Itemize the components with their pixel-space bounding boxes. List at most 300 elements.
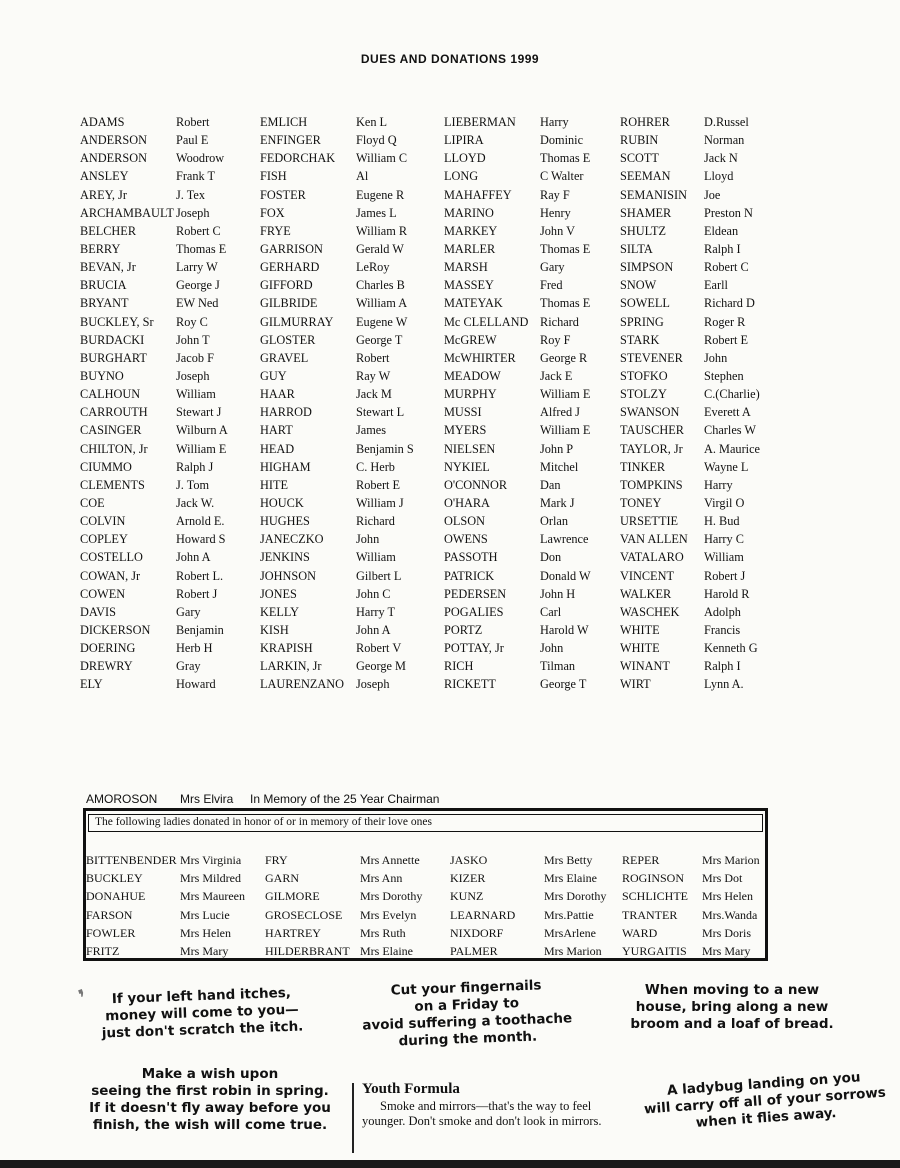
surname-cell: LLOYD bbox=[444, 151, 486, 166]
given-name-cell: Thomas E bbox=[540, 241, 591, 256]
surname-cell: OWENS bbox=[444, 532, 488, 547]
youth-formula-body: Smoke and mirrors—that's the way to feel younger. Don't smoke and don't look in mirrors. bbox=[362, 1099, 602, 1128]
given-name-cell: Ralph I bbox=[704, 241, 741, 256]
given-name-cell: Carl bbox=[540, 604, 562, 619]
surname-cell: NIXDORF bbox=[450, 925, 504, 940]
dues-row bbox=[80, 403, 770, 421]
given-name-cell: William bbox=[176, 387, 216, 402]
given-name-cell: George R bbox=[540, 350, 588, 365]
surname-cell: PATRICK bbox=[444, 568, 495, 583]
given-name-cell: Ken L bbox=[356, 115, 388, 129]
surname-cell: VAN ALLEN bbox=[620, 532, 688, 547]
surname-cell: GLOSTER bbox=[260, 332, 316, 347]
surname-cell: EMLICH bbox=[260, 115, 308, 129]
given-name-cell: John bbox=[540, 641, 564, 656]
surname-cell: BUYNO bbox=[80, 368, 124, 383]
surname-cell: McWHIRTER bbox=[444, 350, 516, 365]
given-name-cell: Mrs Virginia bbox=[180, 853, 242, 867]
surname-cell: RICH bbox=[444, 659, 474, 674]
given-name-cell: Harry C bbox=[704, 532, 744, 547]
surname-cell: MURPHY bbox=[444, 387, 497, 402]
given-name-cell: Ray F bbox=[540, 187, 570, 202]
surname-cell: BRYANT bbox=[80, 296, 129, 311]
dues-row bbox=[80, 512, 770, 530]
given-name-cell: Gary bbox=[540, 260, 565, 275]
given-name-cell: Thomas E bbox=[176, 241, 227, 256]
given-name-cell: Mrs Mary bbox=[702, 943, 751, 958]
surname-cell: DONAHUE bbox=[86, 889, 146, 904]
given-name-cell: Robert C bbox=[704, 260, 749, 275]
surname-cell: LARKIN, Jr bbox=[260, 659, 322, 674]
surname-cell: TAUSCHER bbox=[620, 423, 684, 438]
surname-cell: CHILTON, Jr bbox=[80, 441, 148, 456]
surname-cell: COWEN bbox=[80, 586, 126, 601]
given-name-cell: Robert C bbox=[176, 223, 221, 238]
surname-cell: McGREW bbox=[444, 332, 497, 347]
given-name-cell: William J bbox=[356, 495, 404, 510]
surname-cell: WARD bbox=[622, 925, 658, 940]
given-name-cell: Earll bbox=[704, 278, 728, 293]
given-name-cell: Harry bbox=[540, 115, 569, 129]
memory-line bbox=[86, 792, 439, 806]
surname-cell: ENFINGER bbox=[260, 133, 321, 148]
surname-cell: PASSOTH bbox=[444, 550, 498, 565]
surname-cell: SIMPSON bbox=[620, 260, 674, 275]
surname-cell: FEDORCHAK bbox=[260, 151, 336, 166]
surname-cell: POGALIES bbox=[444, 604, 504, 619]
dues-row bbox=[80, 149, 770, 167]
surname-cell: SPRING bbox=[620, 314, 664, 329]
given-name-cell: Preston N bbox=[704, 205, 753, 220]
divider-line bbox=[352, 1083, 354, 1153]
given-name-cell: William R bbox=[356, 223, 408, 238]
surname-cell: HEAD bbox=[260, 441, 295, 456]
given-name-cell: John H bbox=[540, 586, 576, 601]
surname-cell: TRANTER bbox=[622, 907, 678, 922]
given-name-cell: Mrs Helen bbox=[702, 889, 753, 904]
given-name-cell: Mrs Evelyn bbox=[360, 907, 417, 922]
surname-cell: URSETTIE bbox=[620, 514, 679, 529]
surname-cell: HARTREY bbox=[265, 925, 321, 940]
given-name-cell: Gary bbox=[176, 604, 201, 619]
given-name-cell: Donald W bbox=[540, 568, 591, 583]
given-name-cell: William A bbox=[356, 296, 408, 311]
surname-cell: STEVENER bbox=[620, 350, 683, 365]
dues-row bbox=[80, 458, 770, 476]
surname-cell: SOWELL bbox=[620, 296, 670, 311]
memory-name: Mrs Elvira bbox=[180, 792, 234, 806]
surname-cell: Mc CLELLAND bbox=[444, 314, 529, 329]
given-name-cell: J. Tom bbox=[176, 477, 210, 492]
dues-row bbox=[80, 276, 770, 294]
given-name-cell: Robert V bbox=[356, 641, 402, 656]
given-name-cell: Larry W bbox=[176, 260, 218, 275]
ladies-row bbox=[86, 851, 766, 869]
given-name-cell: D.Russel bbox=[704, 115, 749, 129]
given-name-cell: Roy F bbox=[540, 332, 571, 347]
given-name-cell: Francis bbox=[704, 622, 741, 637]
given-name-cell: Mrs Dot bbox=[702, 871, 743, 886]
surname-cell: BUCKLEY bbox=[86, 871, 143, 886]
surname-cell: KUNZ bbox=[450, 889, 484, 904]
given-name-cell: William E bbox=[540, 387, 591, 402]
surname-cell: MAHAFFEY bbox=[444, 187, 512, 202]
surname-cell: PALMER bbox=[450, 943, 498, 958]
given-name-cell: Kenneth G bbox=[704, 641, 758, 656]
surname-cell: KISH bbox=[260, 622, 289, 637]
surname-cell: GARRISON bbox=[260, 241, 323, 256]
given-name-cell: Fred bbox=[540, 278, 563, 293]
surname-cell: FOWLER bbox=[86, 925, 136, 940]
surname-cell: DAVIS bbox=[80, 604, 116, 619]
surname-cell: CALHOUN bbox=[80, 387, 141, 402]
given-name-cell: Adolph bbox=[704, 604, 741, 619]
surname-cell: LAURENZANO bbox=[260, 677, 345, 692]
given-name-cell: Jack M bbox=[356, 387, 392, 402]
dues-row bbox=[80, 167, 770, 185]
given-name-cell: James bbox=[356, 423, 387, 438]
surname-cell: GERHARD bbox=[260, 260, 320, 275]
given-name-cell: George T bbox=[540, 677, 587, 692]
surname-cell: AREY, Jr bbox=[80, 187, 127, 202]
given-name-cell: Robert E bbox=[704, 332, 749, 347]
surname-cell: HITE bbox=[260, 477, 288, 492]
given-name-cell: Mrs Marion bbox=[702, 853, 760, 867]
given-name-cell: Richard D bbox=[704, 296, 755, 311]
surname-cell: PEDERSEN bbox=[444, 586, 507, 601]
dues-row bbox=[80, 657, 770, 675]
given-name-cell: Thomas E bbox=[540, 296, 591, 311]
given-name-cell: George T bbox=[356, 332, 403, 347]
surname-cell: HUGHES bbox=[260, 514, 310, 529]
given-name-cell: Mrs Dorothy bbox=[544, 889, 607, 904]
surname-cell: JASKO bbox=[450, 853, 488, 867]
given-name-cell: Charles B bbox=[356, 278, 405, 293]
saying-fingernails: Cut your fingernails on a Friday to avoid suffering a toothache during the month. bbox=[362, 977, 573, 1050]
surname-cell: ADAMS bbox=[80, 115, 125, 129]
given-name-cell: MrsArlene bbox=[544, 925, 596, 940]
surname-cell: MARINO bbox=[444, 205, 494, 220]
surname-cell: WHITE bbox=[620, 622, 660, 637]
given-name-cell: Mrs Elaine bbox=[544, 871, 597, 886]
surname-cell: CLEMENTS bbox=[80, 477, 145, 492]
surname-cell: COSTELLO bbox=[80, 550, 143, 565]
given-name-cell: John bbox=[356, 532, 380, 547]
given-name-cell: Lloyd bbox=[704, 169, 734, 184]
surname-cell: BEVAN, Jr bbox=[80, 260, 136, 275]
surname-cell: GRAVEL bbox=[260, 350, 309, 365]
surname-cell: ANSLEY bbox=[80, 169, 129, 184]
given-name-cell: Eldean bbox=[704, 223, 739, 238]
dues-row bbox=[80, 367, 770, 385]
given-name-cell: John A bbox=[176, 550, 211, 565]
given-name-cell: C.(Charlie) bbox=[704, 387, 760, 402]
surname-cell: HIGHAM bbox=[260, 459, 311, 474]
given-name-cell: Orlan bbox=[540, 514, 568, 529]
surname-cell: NIELSEN bbox=[444, 441, 496, 456]
given-name-cell: Mrs Marion bbox=[544, 943, 602, 958]
memory-note: In Memory of the 25 Year Chairman bbox=[250, 792, 440, 806]
given-name-cell: Eugene R bbox=[356, 187, 405, 202]
surname-cell: COLVIN bbox=[80, 514, 126, 529]
surname-cell: COE bbox=[80, 495, 105, 510]
dues-row bbox=[80, 675, 770, 693]
surname-cell: WIRT bbox=[620, 677, 651, 692]
surname-cell: STARK bbox=[620, 332, 660, 347]
dues-row bbox=[80, 113, 770, 131]
surname-cell: YURGAITIS bbox=[622, 943, 687, 958]
youth-formula-title: Youth Formula bbox=[362, 1081, 460, 1097]
surname-cell: LEARNARD bbox=[450, 907, 516, 922]
surname-cell: BUCKLEY, Sr bbox=[80, 314, 154, 329]
surname-cell: BERRY bbox=[80, 241, 121, 256]
ladies-row bbox=[86, 924, 766, 942]
dues-row bbox=[80, 567, 770, 585]
surname-cell: LIPIRA bbox=[444, 133, 484, 148]
given-name-cell: Mrs Mary bbox=[180, 943, 229, 958]
surname-cell: DREWRY bbox=[80, 659, 133, 674]
surname-cell: RICKETT bbox=[444, 677, 496, 692]
given-name-cell: Joseph bbox=[176, 205, 210, 220]
given-name-cell: John bbox=[704, 350, 728, 365]
given-name-cell: William C bbox=[356, 151, 408, 166]
surname-cell: JANECZKO bbox=[260, 532, 324, 547]
given-name-cell: Mrs Mildred bbox=[180, 871, 241, 886]
given-name-cell: LeRoy bbox=[356, 260, 390, 275]
given-name-cell: Benjamin S bbox=[356, 441, 414, 456]
surname-cell: PORTZ bbox=[444, 622, 483, 637]
surname-cell: BURGHART bbox=[80, 350, 147, 365]
surname-cell: DICKERSON bbox=[80, 622, 151, 637]
given-name-cell: Woodrow bbox=[176, 151, 225, 166]
dues-row bbox=[80, 603, 770, 621]
given-name-cell: Mrs Ruth bbox=[360, 925, 406, 940]
surname-cell: FRYE bbox=[260, 223, 291, 238]
given-name-cell: Alfred J bbox=[540, 405, 580, 420]
given-name-cell: Benjamin bbox=[176, 622, 224, 637]
surname-cell: SEEMAN bbox=[620, 169, 671, 184]
given-name-cell: George J bbox=[176, 278, 220, 293]
surname-cell: FRY bbox=[265, 853, 288, 867]
given-name-cell: Frank T bbox=[176, 169, 216, 184]
given-name-cell: Al bbox=[356, 169, 369, 184]
surname-cell: O'HARA bbox=[444, 495, 490, 510]
surname-cell: KELLY bbox=[260, 604, 300, 619]
surname-cell: COPLEY bbox=[80, 532, 128, 547]
given-name-cell: Jack E bbox=[540, 368, 573, 383]
surname-cell: DOERING bbox=[80, 641, 136, 656]
surname-cell: FISH bbox=[260, 169, 287, 184]
given-name-cell: EW Ned bbox=[176, 296, 219, 311]
given-name-cell: Mrs Elaine bbox=[360, 943, 413, 958]
ladies-row bbox=[86, 942, 766, 960]
surname-cell: GROSECLOSE bbox=[265, 907, 343, 922]
surname-cell: BELCHER bbox=[80, 223, 137, 238]
given-name-cell: Ralph J bbox=[176, 459, 214, 474]
dues-row bbox=[80, 313, 770, 331]
given-name-cell: Gilbert L bbox=[356, 568, 402, 583]
given-name-cell: Everett A bbox=[704, 405, 751, 420]
given-name-cell: William E bbox=[540, 423, 591, 438]
surname-cell: VINCENT bbox=[620, 568, 674, 583]
surname-cell: SEMANISIN bbox=[620, 187, 687, 202]
ladies-row bbox=[86, 887, 766, 905]
given-name-cell: C Walter bbox=[540, 169, 584, 184]
dues-row bbox=[80, 331, 770, 349]
surname-cell: JOHNSON bbox=[260, 568, 317, 583]
surname-cell: GUY bbox=[260, 368, 287, 383]
given-name-cell: Dominic bbox=[540, 133, 584, 148]
surname-cell: REPER bbox=[622, 853, 660, 867]
surname-cell: CASINGER bbox=[80, 423, 142, 438]
given-name-cell: Howard S bbox=[176, 532, 226, 547]
surname-cell: KRAPISH bbox=[260, 641, 313, 656]
surname-cell: HART bbox=[260, 423, 293, 438]
given-name-cell: Mrs Helen bbox=[180, 925, 231, 940]
given-name-cell: Joseph bbox=[176, 368, 210, 383]
surname-cell: SHAMER bbox=[620, 205, 672, 220]
surname-cell: TONEY bbox=[620, 495, 662, 510]
given-name-cell: Mrs Lucie bbox=[180, 907, 230, 922]
given-name-cell: Robert J bbox=[704, 568, 746, 583]
surname-cell: LIEBERMAN bbox=[444, 115, 516, 129]
given-name-cell: John A bbox=[356, 622, 391, 637]
given-name-cell: Jack N bbox=[704, 151, 738, 166]
surname-cell: COWAN, Jr bbox=[80, 568, 141, 583]
dues-row bbox=[80, 639, 770, 657]
decorative-mark-icon: ❜ bbox=[75, 985, 92, 1012]
youth-formula bbox=[362, 1080, 607, 1128]
given-name-cell: Harold R bbox=[704, 586, 750, 601]
given-name-cell: Mrs Betty bbox=[544, 853, 593, 867]
dues-row bbox=[80, 621, 770, 639]
surname-cell: MEADOW bbox=[444, 368, 501, 383]
surname-cell: SWANSON bbox=[620, 405, 680, 420]
given-name-cell: William bbox=[704, 550, 744, 565]
given-name-cell: John C bbox=[356, 586, 391, 601]
surname-cell: MUSSI bbox=[444, 405, 482, 420]
dues-donations-list bbox=[80, 113, 770, 694]
surname-cell: JONES bbox=[260, 586, 297, 601]
given-name-cell: Robert bbox=[176, 115, 210, 129]
given-name-cell: Virgil O bbox=[704, 495, 745, 510]
surname-cell: ROHRER bbox=[620, 115, 670, 129]
surname-cell: MYERS bbox=[444, 423, 487, 438]
given-name-cell: Norman bbox=[704, 133, 745, 148]
surname-cell: HOUCK bbox=[260, 495, 304, 510]
given-name-cell: Harry bbox=[704, 477, 733, 492]
surname-cell: GARN bbox=[265, 871, 300, 886]
surname-cell: ELY bbox=[80, 677, 103, 692]
surname-cell: WASCHEK bbox=[620, 604, 680, 619]
surname-cell: POTTAY, Jr bbox=[444, 641, 504, 656]
given-name-cell: John T bbox=[176, 332, 210, 347]
dues-row bbox=[80, 548, 770, 566]
given-name-cell: Gerald W bbox=[356, 241, 404, 256]
page-title: DUES AND DONATIONS 1999 bbox=[360, 52, 540, 66]
surname-cell: HARROD bbox=[260, 405, 312, 420]
given-name-cell: William E bbox=[176, 441, 227, 456]
dues-row bbox=[80, 530, 770, 548]
surname-cell: O'CONNOR bbox=[444, 477, 508, 492]
ladies-row bbox=[86, 906, 766, 924]
dues-row bbox=[80, 476, 770, 494]
surname-cell: MARKEY bbox=[444, 223, 498, 238]
surname-cell: BRUCIA bbox=[80, 278, 127, 293]
given-name-cell: Roy C bbox=[176, 314, 208, 329]
given-name-cell: Tilman bbox=[540, 659, 576, 674]
given-name-cell: Mrs Annette bbox=[360, 853, 420, 867]
surname-cell: LONG bbox=[444, 169, 479, 184]
given-name-cell: Charles W bbox=[704, 423, 757, 438]
dues-row bbox=[80, 131, 770, 149]
dues-row bbox=[80, 222, 770, 240]
dues-row bbox=[80, 186, 770, 204]
given-name-cell: Dan bbox=[540, 477, 561, 492]
given-name-cell: Mrs Ann bbox=[360, 871, 403, 886]
given-name-cell: Joe bbox=[704, 187, 721, 202]
given-name-cell: Don bbox=[540, 550, 562, 565]
given-name-cell: Arnold E. bbox=[176, 514, 225, 529]
given-name-cell: Mrs Doris bbox=[702, 925, 752, 940]
surname-cell: MARLER bbox=[444, 241, 496, 256]
dues-row bbox=[80, 240, 770, 258]
surname-cell: TAYLOR, Jr bbox=[620, 441, 683, 456]
ladies-row bbox=[86, 869, 766, 887]
given-name-cell: Robert J bbox=[176, 586, 218, 601]
surname-cell: STOFKO bbox=[620, 368, 668, 383]
dues-row bbox=[80, 440, 770, 458]
scan-edge bbox=[0, 1160, 900, 1168]
surname-cell: MARSH bbox=[444, 260, 488, 275]
given-name-cell: Robert E bbox=[356, 477, 401, 492]
given-name-cell: Ralph I bbox=[704, 659, 741, 674]
dues-row bbox=[80, 294, 770, 312]
given-name-cell: Thomas E bbox=[540, 151, 591, 166]
given-name-cell: James L bbox=[356, 205, 397, 220]
given-name-cell: J. Tex bbox=[176, 187, 205, 202]
dues-row bbox=[80, 349, 770, 367]
surname-cell: GILMURRAY bbox=[260, 314, 334, 329]
surname-cell: ANDERSON bbox=[80, 133, 147, 148]
given-name-cell: William bbox=[356, 550, 396, 565]
surname-cell: STOLZY bbox=[620, 387, 667, 402]
surname-cell: KIZER bbox=[450, 871, 486, 886]
given-name-cell: Mrs.Pattie bbox=[544, 907, 594, 922]
given-name-cell: Lynn A. bbox=[704, 677, 744, 692]
given-name-cell: Harold W bbox=[540, 622, 589, 637]
surname-cell: WHITE bbox=[620, 641, 660, 656]
surname-cell: SILTA bbox=[620, 241, 653, 256]
given-name-cell: Stewart J bbox=[176, 405, 222, 420]
surname-cell: ARCHAMBAULT bbox=[80, 205, 174, 220]
surname-cell: JENKINS bbox=[260, 550, 310, 565]
given-name-cell: George M bbox=[356, 659, 406, 674]
surname-cell: WINANT bbox=[620, 659, 670, 674]
surname-cell: FOX bbox=[260, 205, 285, 220]
saying-robin: Make a wish upon seeing the first robin in spring. If it doesn't fly away before you finish, the wish will come true. bbox=[89, 1066, 331, 1133]
given-name-cell: Henry bbox=[540, 205, 571, 220]
given-name-cell: Paul E bbox=[176, 133, 209, 148]
surname-cell: ROGINSON bbox=[622, 871, 685, 886]
saying-left-hand: If your left hand itches, money will come to you— just don't scratch the itch. bbox=[101, 984, 304, 1042]
ladies-header: The following ladies donated in honor of or in memory of their love ones bbox=[88, 814, 763, 832]
dues-row bbox=[80, 585, 770, 603]
given-name-cell: A. Maurice bbox=[704, 441, 760, 456]
surname-cell: FARSON bbox=[86, 907, 133, 922]
surname-cell: NYKIEL bbox=[444, 459, 490, 474]
surname-cell: HILDERBRANT bbox=[265, 943, 350, 958]
